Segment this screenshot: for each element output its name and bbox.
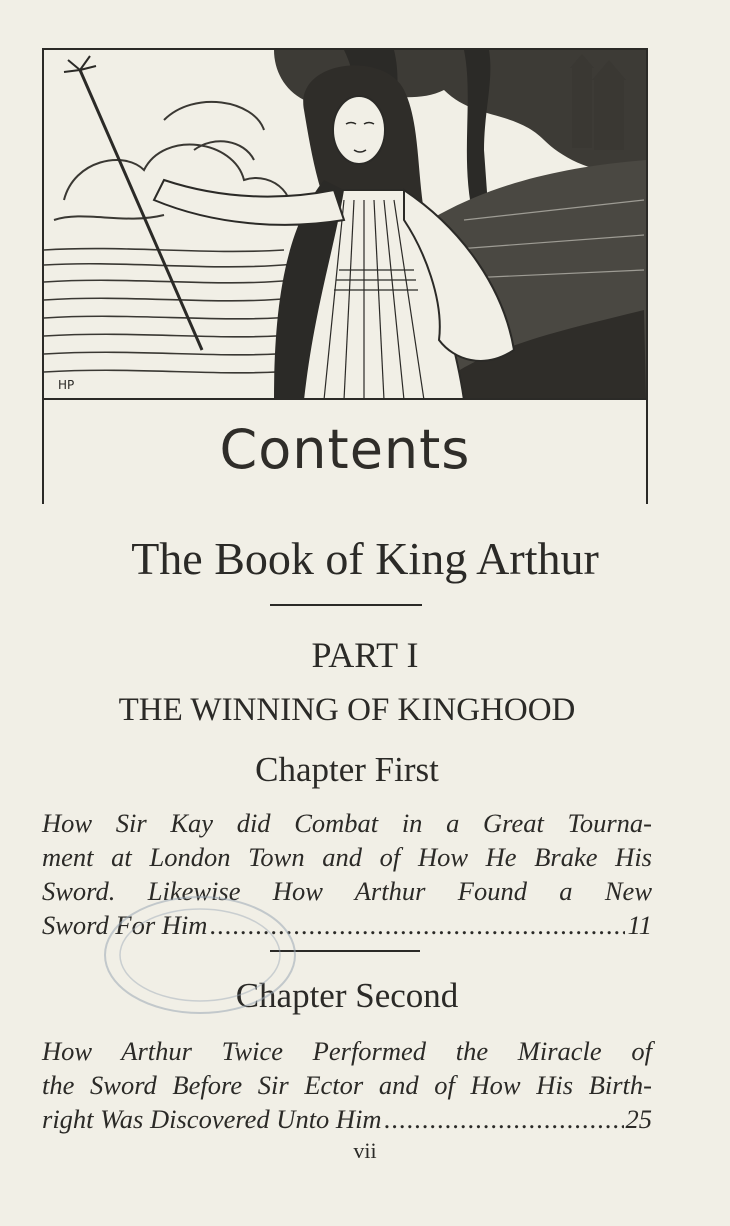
title-divider [270,604,422,606]
entry-line: How Arthur Twice Performed the Miracle of [42,1036,652,1066]
toc-entry[interactable] [42,1034,652,1136]
contents-title: Contents [219,418,471,481]
entry-line: right Was Discovered Unto Him [42,1104,382,1134]
import-stamp-watermark [100,890,300,1020]
page-number: 11 [627,910,652,940]
book-title: The Book of King Arthur [131,533,599,584]
lady-of-the-lake-drawing [44,50,646,400]
chapter-heading: Chapter Second [235,976,459,1015]
entry-line: Sword. Likewise How Arthur Found a New [42,876,652,906]
dot-leader [384,1102,624,1136]
entry-last-line [42,1102,652,1136]
part-label: PART I [311,635,419,675]
frontispiece-illustration [42,48,648,504]
entry-line: the Sword Before Sir Ector and of How His Birth- [42,1070,652,1100]
artist-monogram: HP [58,378,75,392]
contents-banner [44,398,646,504]
page-number: 25 [625,1104,652,1134]
chapter-heading: Chapter First [255,750,439,789]
entry-line: ment at London Town and of How He Brake His [42,842,652,872]
entry-line: Sword For Him [42,910,208,940]
part-title: THE WINNING OF KINGHOOD [118,692,576,728]
page-folio: vii [353,1138,377,1163]
entry-line: How Sir Kay did Combat in a Great Tourna- [42,808,652,838]
